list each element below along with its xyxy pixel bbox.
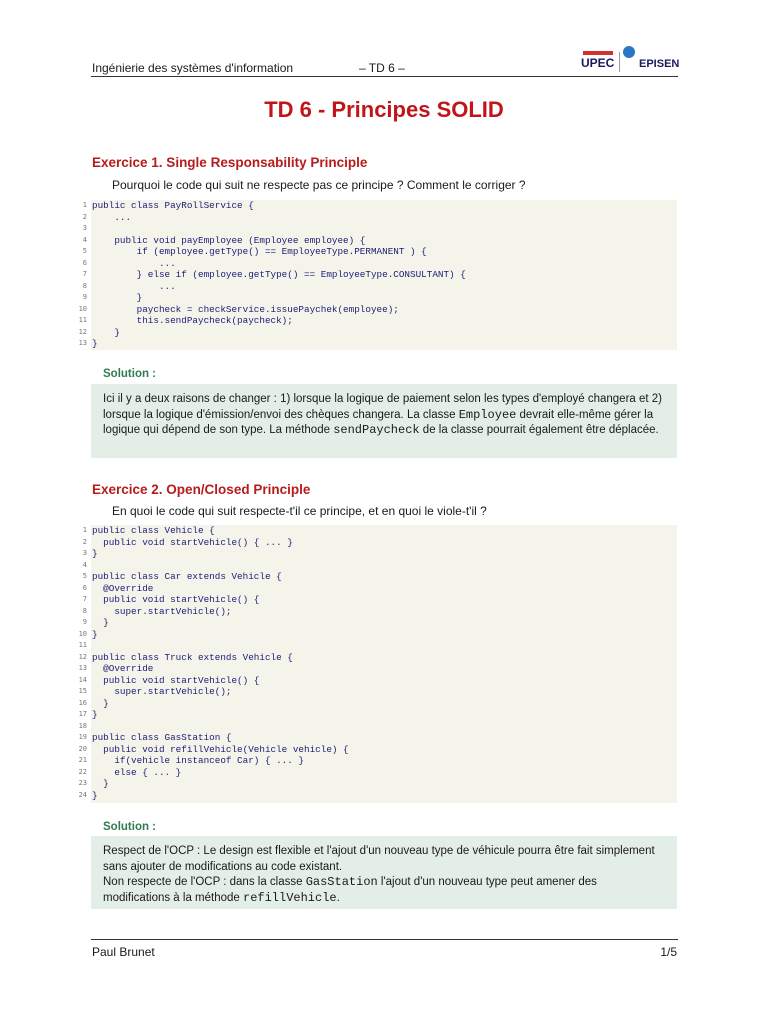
code-line [78,663,677,675]
code-line-text: paycheck = checkService.issuePaychek(employee); [92,303,399,315]
code-line-text: } [92,697,109,709]
code-line-text: @Override [92,582,154,594]
exercise-2-solution-para-1: Respect de l'OCP : Le design est flexible et l'ajout d'un nouveau type de véhicule pourra être fait simplement sans ajouter de modifications au code existant. [103,845,655,873]
code-line-number: 7 [82,595,87,603]
exercise-1-solution-text: Ici il y a deux raisons de changer : 1) lorsque la logique de paiement selon les types d'employé changera et 2) lorsque la logique d'émission/envoi des chèques changera. La classe Employee devrait elle-même gérer la logique qui dépend de son type. La méthode sendPaycheck de la classe pourrait également être déplacée. [103,393,662,437]
code-line [78,721,677,733]
code-line [82,211,677,224]
code-line-text: ... [92,211,132,223]
exercise-1-solution-label: Solution : [103,368,157,380]
code-line-text: public class Car extends Vehicle { [92,571,282,582]
exercise-2-title: Exercice 2. Open/Closed Principle [92,482,311,497]
code-line-number: 1 [82,201,87,209]
code-line-text: } [92,292,143,303]
page-title: TD 6 - Principes SOLID [264,97,504,122]
code-line [78,755,677,767]
exercise-1-solution-box [91,384,677,458]
code-line [78,732,677,744]
episen-logo-mark [623,46,635,58]
code-line [82,223,677,235]
code-line [78,628,677,641]
code-line-text: public void refillVehicle(Vehicle vehicle) { [92,743,349,755]
code-line-number: 7 [82,270,87,278]
exercise-1-code-block [78,200,677,350]
code-line-number: 20 [78,744,87,753]
code-line-number: 16 [78,698,87,707]
code-line-text: } else if (employee.getType() == EmployeeType.CONSULTANT) { [92,269,466,280]
code-line [82,246,677,258]
code-line-number: 23 [78,779,87,787]
code-line-number: 10 [78,629,87,638]
code-line-number: 24 [78,790,87,799]
code-line [82,280,677,293]
code-line-text: else { ... } [92,766,182,778]
code-line [82,617,677,629]
code-line-text: } [92,789,98,801]
code-line [82,234,677,247]
code-line-number: 2 [82,212,87,221]
code-line [78,651,677,664]
code-line [82,200,677,212]
code-line-number: 21 [78,756,87,764]
code-line [78,743,677,756]
code-line-number: 11 [78,641,87,649]
code-line [78,326,677,339]
exercise-2-solution-label: Solution : [103,821,157,833]
code-inline-refillvehicle: refillVehicle [243,890,337,905]
code-line [78,697,677,710]
code-line-text: public void startVehicle() { ... } [92,536,293,548]
code-line-number: 1 [82,526,87,534]
code-line-text: } [92,338,98,349]
code-line [82,594,677,606]
code-line [78,303,677,316]
code-line-text: ... [92,257,176,269]
code-line-text: } [92,628,98,640]
code-line-text: } [92,778,109,789]
upec-logo-bar [583,51,613,55]
exercise-2-solution-box [91,836,677,909]
code-line-text: } [92,326,120,338]
code-line-number: 13 [78,339,87,347]
code-line-number: 5 [82,247,87,255]
code-line-number: 14 [78,675,87,684]
code-line [78,789,677,802]
code-line-text: } [92,617,109,628]
code-line-number: 9 [82,618,87,626]
code-line-text: public class Vehicle { [92,525,215,536]
code-line [78,709,677,721]
code-inline-sendpaycheck: sendPaycheck [333,423,420,437]
code-line-text: public class Truck extends Vehicle { [92,651,293,663]
logo-separator [619,52,620,72]
footer-rule [91,939,678,940]
code-line [78,674,677,687]
code-line [78,315,677,327]
code-line-number: 9 [82,293,87,301]
code-line-text: @Override [92,663,154,674]
code-line [82,269,677,281]
code-line-text: super.startVehicle(); [92,686,232,697]
upec-logo-text: UPEC [581,56,615,70]
code-line [78,686,677,698]
code-line-number: 6 [82,258,87,267]
code-line-text: ... [92,280,176,292]
code-line-text: public void payEmployee (Employee employee) { [92,234,366,246]
code-line-text: if (employee.getType() == EmployeeType.PERMANENT ) { [92,246,427,257]
exercise-2-question: En quoi le code qui suit respecte-t'il ce principe, et en quoi le viole-t'il ? [112,504,487,518]
code-line-number: 2 [82,537,87,546]
footer-page-number: 1/5 [660,945,677,959]
code-line [82,525,677,537]
code-inline-employee: Employee [458,407,517,422]
code-line [82,257,677,270]
code-line [82,536,677,549]
code-line-number: 4 [82,235,87,244]
code-line-number: 22 [78,767,87,776]
exercise-1-question: Pourquoi le code qui suit ne respecte pas ce principe ? Comment le corriger ? [112,178,526,192]
header-td-label: – TD 6 – [359,61,405,75]
exercise-2-solution-para-2: Non respecte de l'OCP : dans la classe GasStation l'ajout d'un nouveau type peut amener des modifications à la méthode refillVehicle. [103,875,597,905]
code-line-text: public class GasStation { [92,732,232,743]
code-line-number: 6 [82,583,87,592]
code-line-number: 3 [82,549,87,557]
code-line [82,605,677,618]
upec-episen-logo [581,44,681,76]
header-course-title: Ingénierie des systèmes d'information [92,61,294,75]
code-line [82,582,677,595]
code-line [78,338,677,350]
code-line-text: super.startVehicle(); [92,605,232,617]
code-line-number: 12 [78,652,87,661]
code-line [78,640,677,652]
code-line-text: } [92,548,98,559]
code-line-number: 18 [78,721,87,730]
code-line-text: this.sendPaycheck(paycheck); [92,315,293,326]
code-line [78,778,677,790]
code-line-number: 4 [82,560,87,569]
code-line-text: } [92,709,98,720]
code-line [82,548,677,560]
code-line-number: 13 [78,664,87,672]
code-line-number: 15 [78,687,87,695]
footer-author: Paul Brunet [92,945,155,959]
code-line [78,766,677,779]
code-line-text: public class PayRollService { [92,200,254,211]
code-line-number: 19 [78,733,87,741]
exercise-1-title: Exercice 1. Single Responsability Principle [92,155,368,170]
code-line [82,560,677,572]
code-line-text: if(vehicle instanceof Car) { ... } [92,755,305,766]
code-line-number: 10 [78,304,87,313]
code-line-number: 3 [82,224,87,232]
episen-logo-text: EPISEN [639,58,680,70]
code-line-number: 11 [78,316,87,324]
code-line-number: 8 [82,281,87,290]
code-inline-gasstation: GasStation [305,875,378,889]
exercise-2-code-block [78,525,677,803]
code-line [82,571,677,583]
code-line [82,292,677,304]
code-line-number: 5 [82,572,87,580]
code-line-text: public void startVehicle() { [92,594,260,605]
code-line-number: 8 [82,606,87,615]
code-line-number: 17 [78,710,87,718]
code-line-text: public void startVehicle() { [92,674,260,686]
code-line-number: 12 [78,327,87,336]
header-rule [91,76,678,77]
